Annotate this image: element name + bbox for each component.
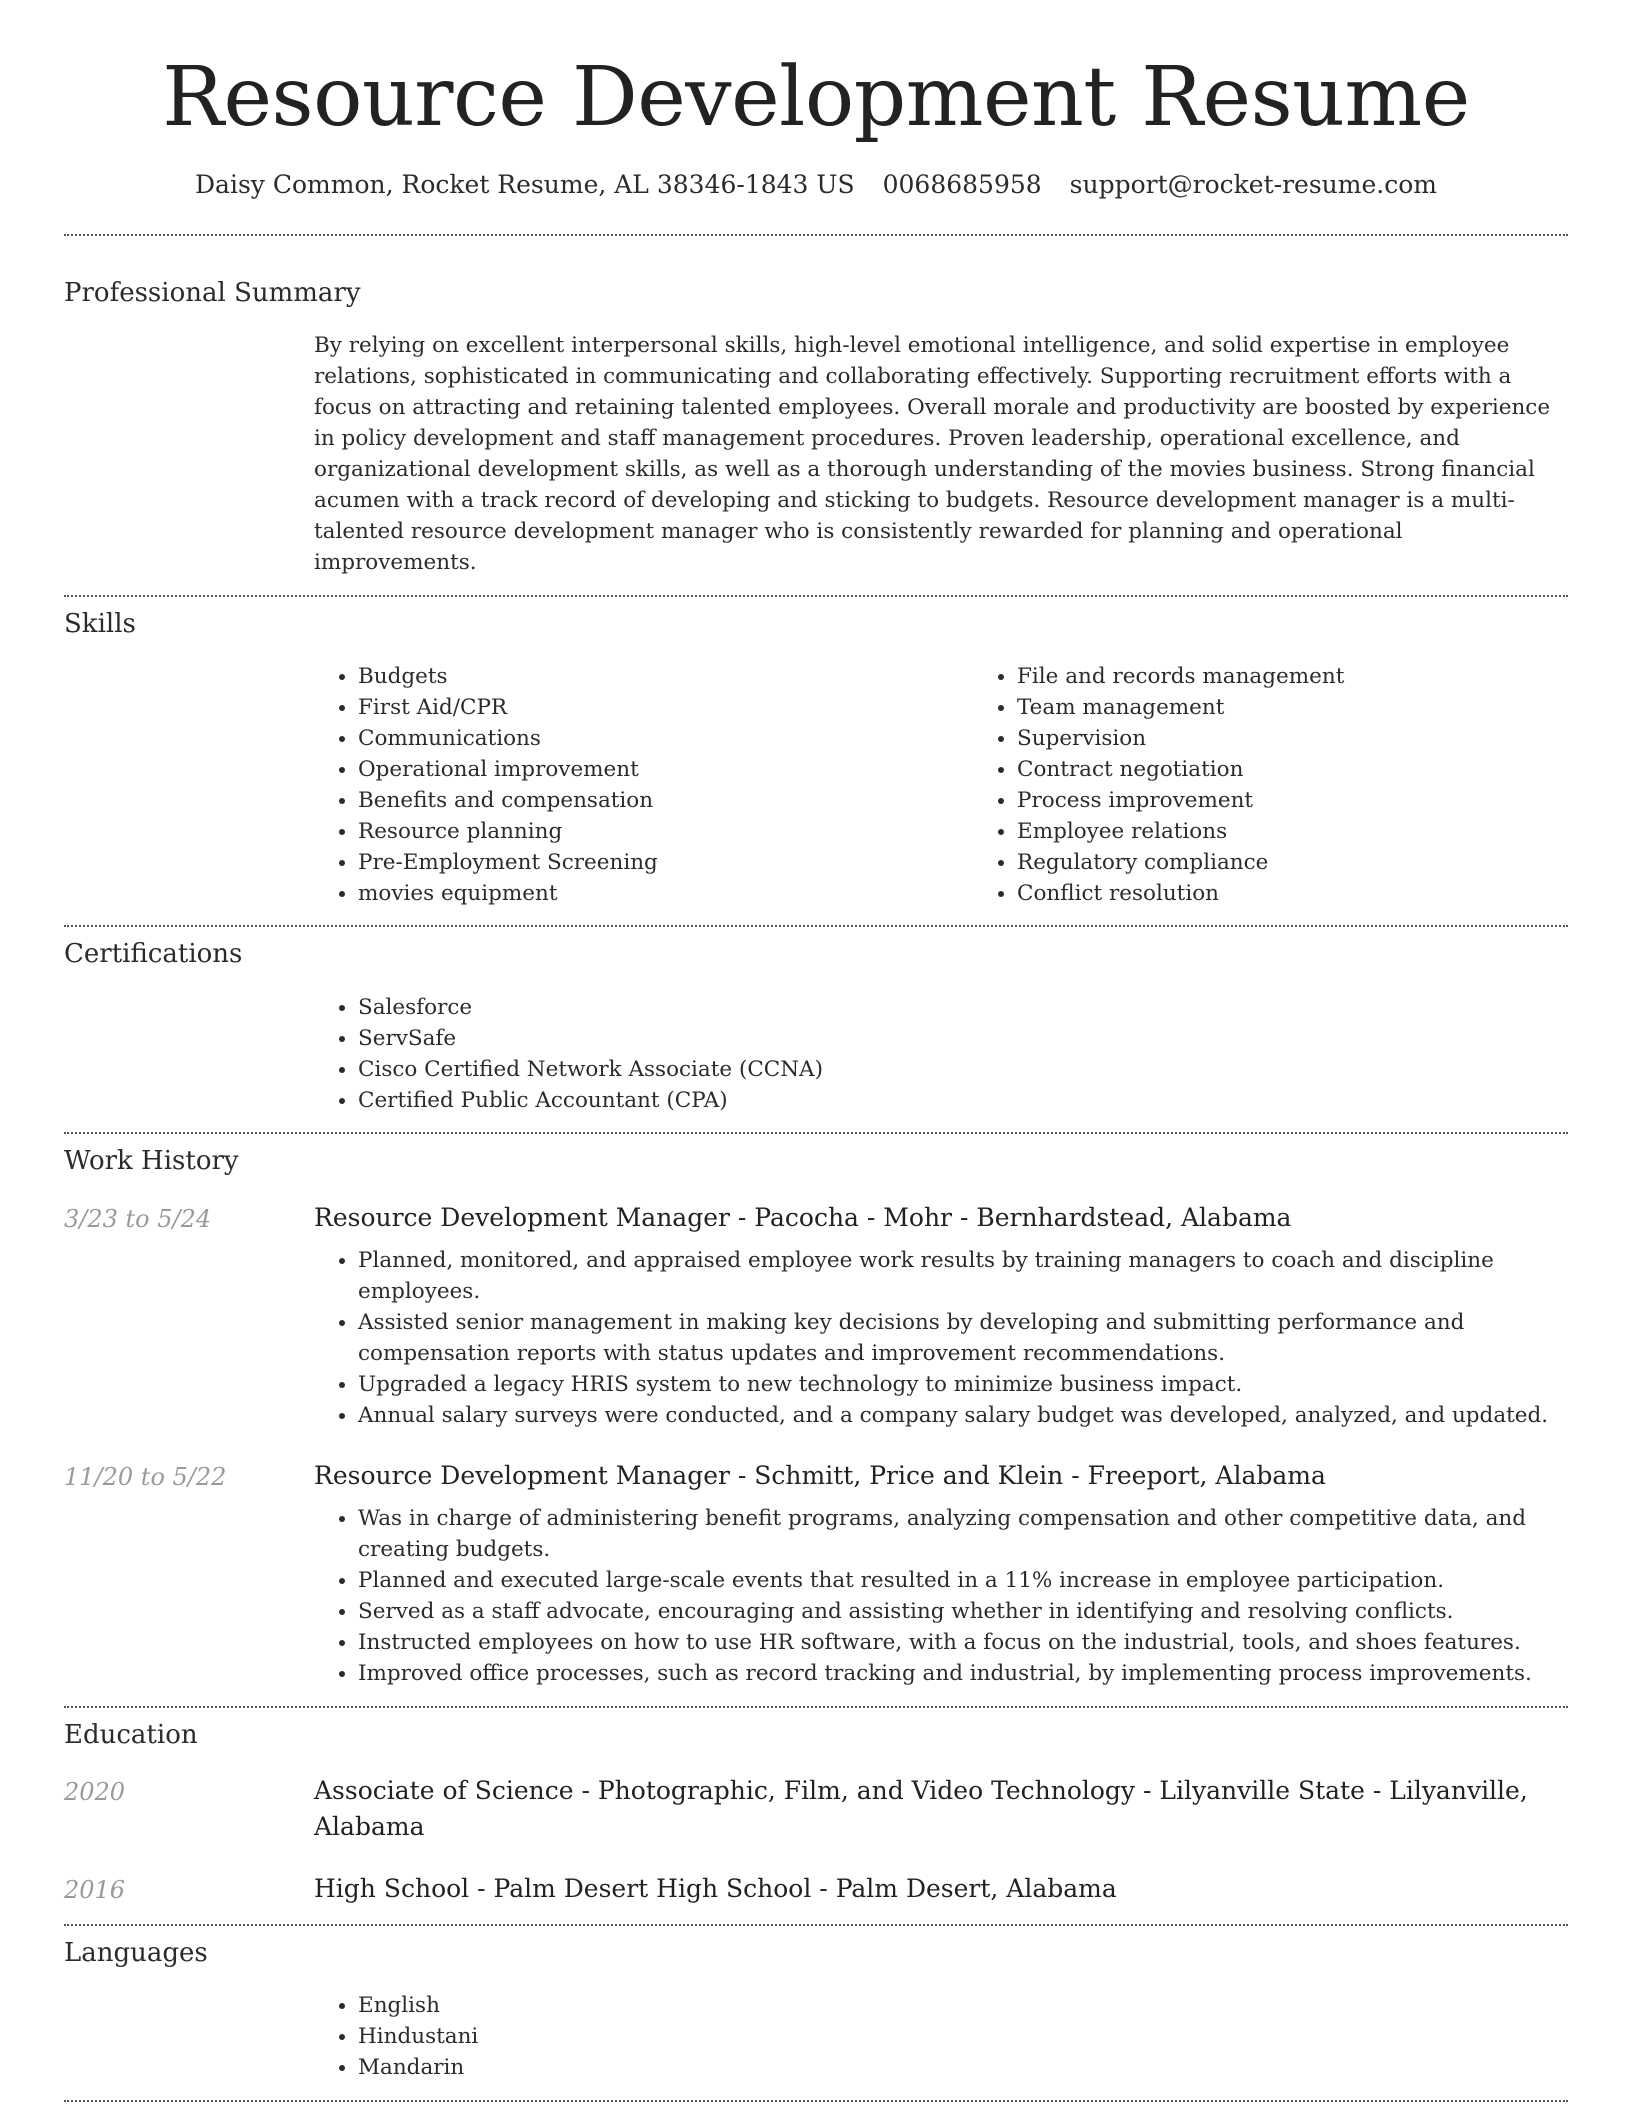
job-details	[314, 1246, 1568, 1432]
skill-item: • Process improvement	[1017, 786, 1632, 817]
job-date: 3/23 to 5/24	[64, 1204, 212, 1233]
job-bullet: • Improved office processes, such as record tracking and industrial, by implementing process improvements.	[358, 1659, 1568, 1690]
education-date: 2016	[64, 1876, 126, 1905]
contact-address: Daisy Common, Rocket Resume, AL 38346-1843 US	[195, 169, 855, 199]
job-bullet: • Instructed employees on how to use HR software, with a focus on the industrial, tools, and shoes features.	[358, 1628, 1568, 1659]
skills-columns	[314, 662, 1568, 910]
languages-content	[314, 1991, 1568, 2084]
languages-section	[64, 1926, 1568, 2100]
language-item: • Mandarin	[358, 2053, 1568, 2084]
job-heading: Resource Development Manager - Pacocha - Mohr - Bernhardstead, Alabama	[314, 1202, 1292, 1232]
job-bullets	[314, 1246, 1568, 1432]
certifications-section	[64, 927, 1568, 1132]
section-title-languages: Languages	[64, 1937, 208, 1968]
section-title-skills: Skills	[64, 608, 136, 639]
resume-title: Resource Development Resume	[162, 50, 1470, 145]
skills-section	[64, 597, 1568, 926]
language-item: • English	[358, 1991, 1568, 2022]
skill-item: • Operational improvement	[358, 755, 973, 786]
education-heading: High School - Palm Desert High School - Palm Desert, Alabama	[314, 1874, 1117, 1904]
education-entry	[64, 1871, 1568, 1907]
languages-list	[314, 1991, 1568, 2084]
job-entry	[64, 1458, 1568, 1690]
skill-item: • First Aid/CPR	[358, 693, 973, 724]
section-title-work-history: Work History	[64, 1146, 239, 1177]
contact-phone: 0068685958	[882, 169, 1042, 199]
skill-item: • Employee relations	[1017, 817, 1632, 848]
job-bullet: • Annual salary surveys were conducted, and a company salary budget was developed, analyzed, and updated.	[358, 1401, 1568, 1432]
job-bullet: • Upgraded a legacy HRIS system to new technology to minimize business impact.	[358, 1370, 1568, 1401]
skill-item: • Supervision	[1017, 724, 1632, 755]
summary-content	[314, 331, 1568, 579]
job-bullet: • Planned, monitored, and appraised employee work results by training managers to coach and discipline employees.	[358, 1246, 1568, 1308]
section-title-education: Education	[64, 1719, 198, 1750]
job-bullet: • Served as a staff advocate, encouraging and assisting whether in identifying and resolving conflicts.	[358, 1597, 1568, 1628]
job-entry	[64, 1200, 1568, 1432]
job-details	[314, 1504, 1568, 1690]
skill-item: • Regulatory compliance	[1017, 848, 1632, 879]
skill-item: • Contract negotiation	[1017, 755, 1632, 786]
certifications-list	[314, 993, 1568, 1117]
divider	[64, 2100, 1568, 2102]
certification-item: • Certified Public Accountant (CPA)	[358, 1086, 1568, 1117]
skills-list-left	[314, 662, 973, 910]
skill-item: • Pre-Employment Screening	[358, 848, 973, 879]
job-bullet: • Planned and executed large-scale events that resulted in a 11% increase in employee participation.	[358, 1566, 1568, 1597]
certification-item: • Salesforce	[358, 993, 1568, 1024]
skill-item: • Benefits and compensation	[358, 786, 973, 817]
skill-item: • Budgets	[358, 662, 973, 693]
job-bullet: • Was in charge of administering benefit programs, analyzing compensation and other competitive data, and creating budgets.	[358, 1504, 1568, 1566]
certification-item: • Cisco Certified Network Associate (CCNA)	[358, 1055, 1568, 1086]
skill-item: • File and records management	[1017, 662, 1632, 693]
education-entry	[64, 1773, 1568, 1846]
skill-item: • Communications	[358, 724, 973, 755]
skill-item: • Team management	[1017, 693, 1632, 724]
skill-item: • Resource planning	[358, 817, 973, 848]
skill-item: • movies equipment	[358, 879, 973, 910]
skill-item: • Conflict resolution	[1017, 879, 1632, 910]
contact-line	[64, 170, 1568, 200]
section-title-summary: Professional Summary	[64, 277, 361, 308]
education-heading: Associate of Science - Photographic, Film, and Video Technology - Lilyanville State - Lilyanville, Alabama	[314, 1775, 1528, 1842]
certification-item: • ServSafe	[358, 1024, 1568, 1055]
skills-list-right	[973, 662, 1632, 910]
language-item: • Hindustani	[358, 2022, 1568, 2053]
summary-section	[64, 236, 1568, 595]
section-title-certifications: Certifications	[64, 939, 243, 970]
work-history-section	[64, 1134, 1568, 1705]
education-section	[64, 1708, 1568, 1924]
job-date: 11/20 to 5/22	[64, 1462, 227, 1491]
job-bullets	[314, 1504, 1568, 1690]
certifications-content	[314, 993, 1568, 1117]
education-date: 2020	[64, 1777, 126, 1806]
job-heading: Resource Development Manager - Schmitt, Price and Klein - Freeport, Alabama	[314, 1460, 1326, 1490]
contact-email[interactable]: support@rocket-resume.com	[1069, 169, 1437, 199]
summary-text: By relying on excellent interpersonal skills, high-level emotional intelligence, and solid expertise in employee relations, sophisticated in communicating and collaborating effectively. Supporting recruitment efforts with a focus on attracting and retaining talented employees. Overall morale and productivity are boosted by experience in policy development and staff management procedures. Proven leadership, operational excellence, and organizational development skills, as well as a thorough understanding of the movies business. Strong financial acumen with a track record of developing and sticking to budgets. Resource development manager is a multi-talented resource development manager who is consistently rewarded for planning and operational improvements.	[314, 333, 1551, 575]
job-bullet: • Assisted senior management in making key decisions by developing and submitting performance and compensation reports with status updates and improvement recommendations.	[358, 1308, 1568, 1370]
